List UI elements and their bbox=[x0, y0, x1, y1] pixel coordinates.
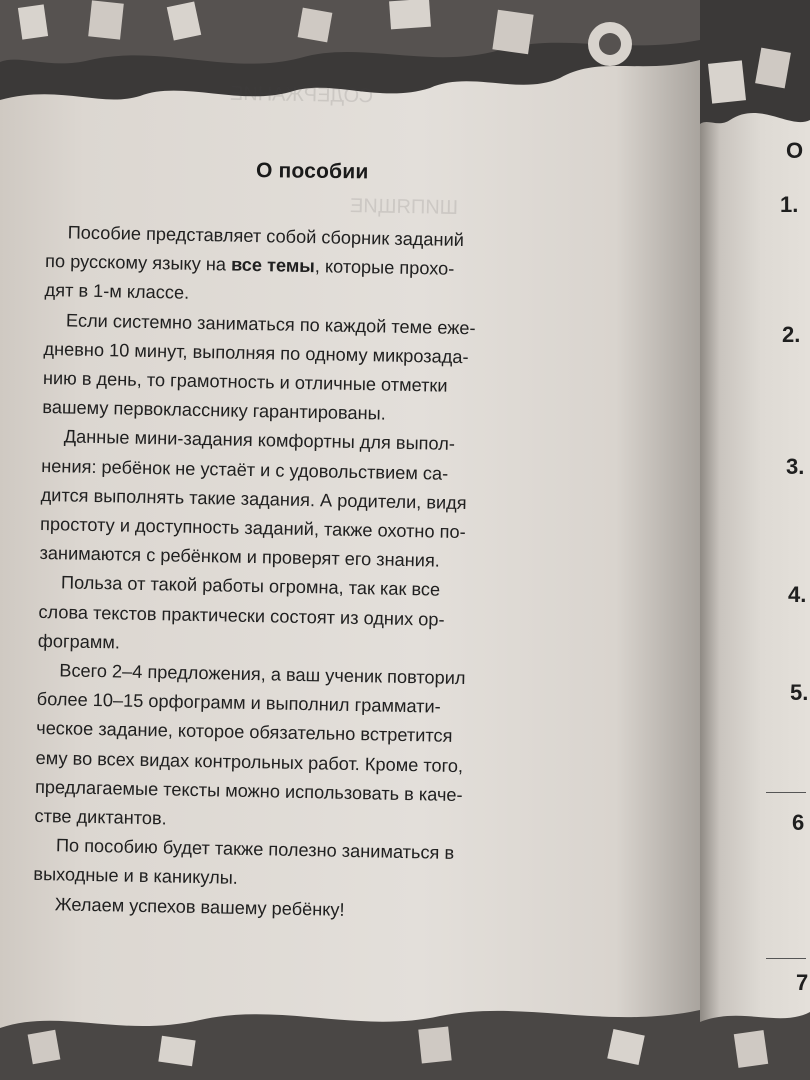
paragraph: Всего 2–4 предложения, а ваш ученик повторил более 10–15 орфограмм и выполнил граммати- ческое задание, которое обязательно встретится ему во всех видах контрольных работ. Кроме того, предлагаемые тексты можно использовать в каче- стве диктантов. bbox=[34, 660, 466, 829]
toc-number: 3. bbox=[786, 454, 805, 479]
paragraph: Польза от такой работы огромна, так как все слова текстов практически состоят из одних ор- фограмм. bbox=[37, 572, 445, 653]
toc-number: 5. bbox=[790, 680, 809, 705]
paragraph: Данные мини-задания комфортны для выпол- нения: ребёнок не устаёт и с удовольствием са- дится выполнять такие задания. А родители, видя простоту и доступность заданий, также охотно по- занимаются с ребёнком и проверят его знания. bbox=[39, 426, 467, 571]
decorative-letters-banner bbox=[700, 0, 810, 150]
toc-header: О bbox=[786, 138, 804, 163]
toc-number: 2. bbox=[782, 322, 801, 347]
toc-rule bbox=[766, 958, 806, 959]
toc-number: 6 bbox=[792, 810, 805, 835]
paragraph: Желаем успехов вашему ребёнку! bbox=[54, 893, 345, 920]
bleed-through-text: СОДЕРЖАНИЕ bbox=[229, 82, 374, 108]
toc-number: 7 bbox=[796, 970, 809, 995]
body-text bbox=[33, 218, 606, 929]
page-title: О пособии bbox=[255, 159, 369, 184]
bleed-through-text: ШИПЯЩИЕ bbox=[349, 195, 459, 219]
right-book-page bbox=[700, 0, 810, 1080]
paragraph: Пособие представляет собой сборник заданий по русскому языку на все темы, которые прохо- дят в 1-м классе. bbox=[44, 222, 465, 304]
toc-number: 1. bbox=[780, 192, 799, 217]
paragraph: Если системно заниматься по каждой теме еже- дневно 10 минут, выполняя по одному микрозада- нию в день, то грамотность и отличные отметки вашему первокласснику гарантированы. bbox=[42, 310, 476, 424]
paragraph: По пособию будет также полезно заниматься в выходные и в каникулы. bbox=[33, 835, 455, 889]
toc-rule bbox=[766, 792, 806, 793]
decorative-bottom-band bbox=[0, 998, 810, 1080]
toc-number: 4. bbox=[788, 582, 807, 607]
